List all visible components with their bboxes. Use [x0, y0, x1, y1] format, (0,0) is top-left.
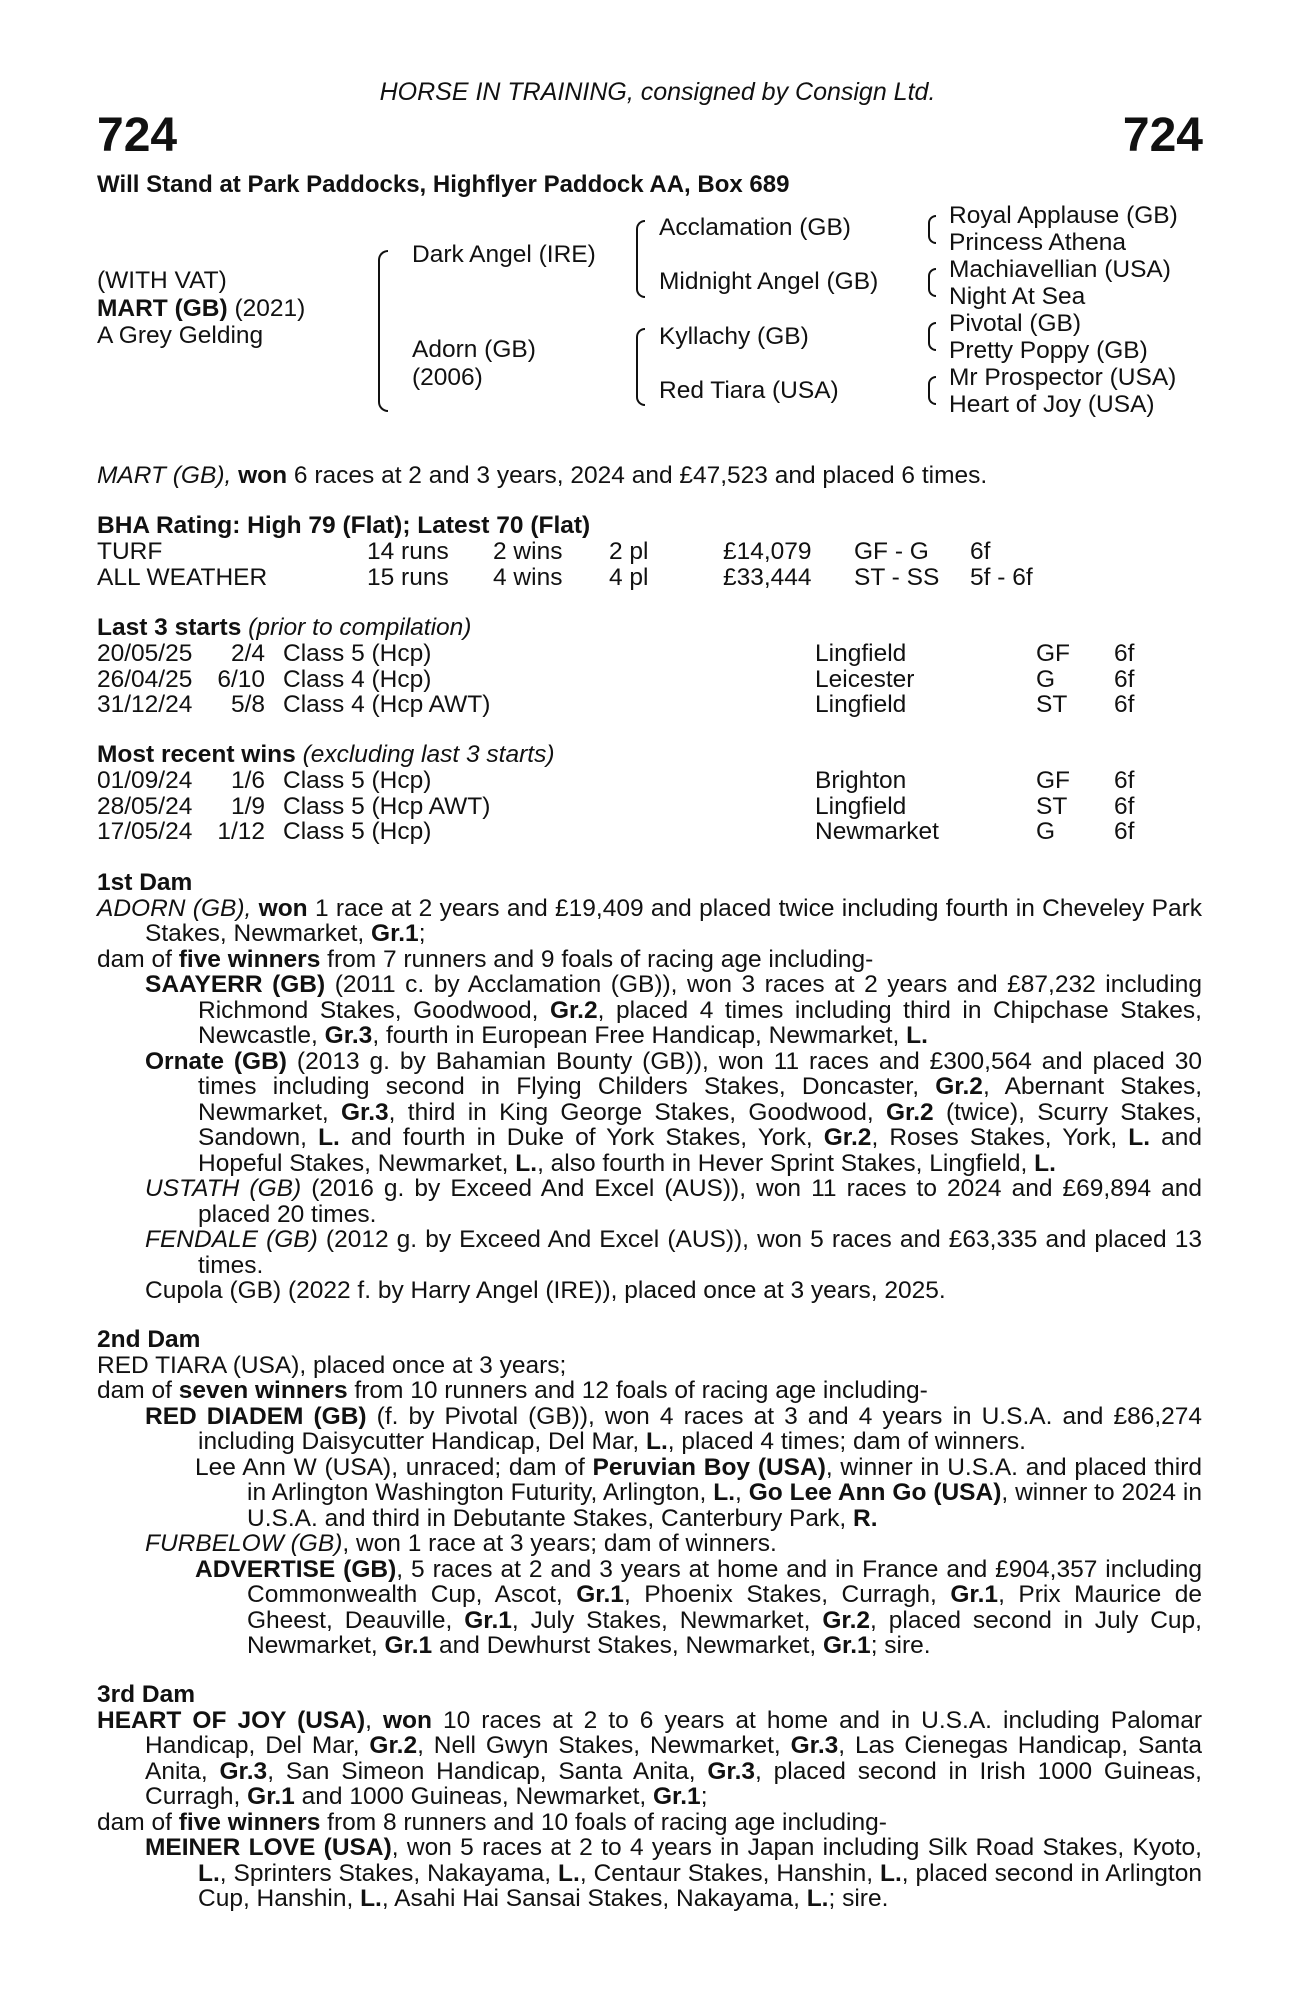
cell: 4 wins — [493, 563, 563, 591]
text: , San Simeon Handicap, Santa Anita, — [267, 1757, 708, 1785]
cell: Class 5 (Hcp) — [283, 767, 432, 794]
cell: Lingfield — [815, 640, 907, 667]
produce-name: FENDALE (GB) — [145, 1226, 318, 1253]
text: , Sprinters Stakes, Nakayama, — [219, 1859, 559, 1887]
text: , Nell Gwyn Stakes, Newmarket, — [417, 1732, 791, 1759]
text: , fourth in European Free Handicap, Newmarket, — [372, 1022, 907, 1049]
text: Lee Ann W (USA), unraced; dam of — [195, 1453, 593, 1481]
ped-dss: Pivotal (GB) — [949, 310, 1082, 337]
grade-label: L. — [360, 1885, 382, 1912]
pedigree-brace-sd — [928, 268, 936, 297]
first-dam-section — [97, 870, 1202, 1304]
race-summary — [97, 463, 987, 489]
grade-label: L. — [318, 1124, 340, 1151]
second-dam-produce-intro — [97, 1378, 1202, 1404]
won-word: won — [382, 1706, 432, 1734]
produce-lee-ann-w — [97, 1455, 1202, 1532]
cell: 28/05/24 — [97, 792, 193, 820]
text: , winner to 2024 in U.S.A. and third in Debutante Stakes, Canterbury Park, — [247, 1479, 1202, 1532]
grade-label: Gr.3 — [707, 1757, 756, 1785]
third-dam-section — [97, 1682, 1202, 1912]
grade-label: Gr.3 — [790, 1732, 839, 1759]
cell: 15 runs — [367, 563, 449, 591]
lot-number-right: 724 — [1122, 109, 1203, 162]
cell: 1/9 — [230, 792, 265, 820]
pedigree-brace-ss — [928, 215, 936, 244]
grade-label: Gr.2 — [549, 996, 598, 1024]
table-row — [97, 768, 1134, 794]
cell: Class 5 (Hcp AWT) — [283, 792, 491, 820]
produce-name: FURBELOW (GB) — [145, 1530, 343, 1557]
text: from 7 runners and 9 foals of racing age including- — [320, 945, 874, 973]
produce-name: RED DIADEM (GB) — [145, 1402, 367, 1430]
cell: Leicester — [815, 665, 915, 693]
consignment-header: HORSE IN TRAINING, consigned by Consign Ltd. — [379, 78, 936, 106]
dam-name: HEART OF JOY (USA) — [97, 1706, 366, 1734]
text: , placed second in July Cup, Newmarket, — [247, 1606, 1202, 1659]
text: (2012 g. by Exceed And Excel (AUS)), won 5 races and £63,335 and placed 13 times. — [198, 1226, 1202, 1279]
text: dam of — [97, 1808, 179, 1836]
grade-label: Gr.1 — [576, 1581, 624, 1608]
produce-saayerr — [97, 972, 1202, 1049]
stand-location: Will Stand at Park Paddocks, Highflyer Paddock AA, Box 689 — [97, 171, 790, 198]
cell: 6f — [1114, 665, 1135, 693]
second-dam-record: RED TIARA (USA), placed once at 3 years; — [97, 1351, 567, 1379]
cell: Lingfield — [815, 691, 907, 718]
grade-label: L. — [1128, 1124, 1151, 1151]
cell: 2/4 — [230, 640, 265, 667]
text: (2013 g. by Bahamian Bounty (GB)), won 11 races and £300,564 and placed 30 times including second in Flying Childers Stakes, Doncaster, — [198, 1047, 1202, 1100]
last-3-table — [97, 641, 1134, 718]
cell: Brighton — [815, 767, 907, 794]
grade-label: L. — [713, 1479, 736, 1506]
winners-count: five winners — [178, 945, 321, 973]
first-dam-title: 1st Dam — [97, 869, 193, 896]
grade-label: L. — [806, 1885, 829, 1912]
produce-name: MEINER LOVE (USA) — [145, 1834, 392, 1861]
produce-furbelow — [97, 1531, 1202, 1557]
grade-label: L. — [906, 1022, 928, 1049]
cell: 6f — [1114, 792, 1135, 820]
winners-count: seven winners — [178, 1377, 348, 1404]
recent-heading — [97, 742, 1134, 768]
third-dam-produce-intro — [97, 1810, 1202, 1836]
grade-label: Gr.3 — [324, 1022, 373, 1049]
text: dam of — [97, 945, 179, 973]
cell: 5f - 6f — [970, 563, 1033, 591]
text: ; sire. — [828, 1885, 889, 1912]
cell: 6f — [1114, 640, 1135, 667]
text: 10 races at 2 to 6 years at home and in U.S.A. including Palomar Handicap, Del Mar, — [145, 1706, 1202, 1759]
last-3-note: (prior to compilation) — [241, 614, 472, 641]
cell: 5/8 — [230, 691, 265, 718]
cell: ST — [1036, 792, 1068, 820]
ped-dam: Adorn (GB) — [412, 336, 536, 363]
text: , third in King George Stakes, Goodwood, — [388, 1098, 886, 1126]
grade-label: Gr.1 — [384, 1632, 433, 1659]
last-3-starts — [97, 615, 1134, 718]
grade-label: Gr.2 — [935, 1073, 983, 1100]
cell: 17/05/24 — [97, 818, 193, 845]
grade-label: L. — [880, 1859, 902, 1887]
text: and Dewhurst Stakes, Newmarket, — [432, 1632, 823, 1659]
grade-label: Gr.2 — [822, 1606, 871, 1634]
produce-meiner-love — [97, 1835, 1202, 1912]
grade-label: L. — [558, 1859, 580, 1887]
cell: 2 pl — [609, 538, 649, 565]
cell: TURF — [97, 538, 163, 565]
cell: 6f — [1114, 691, 1135, 718]
table-row — [97, 667, 1134, 693]
produce-ornate — [97, 1049, 1202, 1177]
cell: £33,444 — [723, 563, 812, 591]
text: , winner in U.S.A. and placed third in Arlington Washington Futurity, Arlington, — [247, 1453, 1203, 1506]
table-row — [97, 692, 1134, 718]
cell: £14,079 — [723, 538, 812, 565]
third-dam-title: 3rd Dam — [97, 1681, 196, 1708]
text: dam of — [97, 1377, 179, 1404]
horse-year: (2021) — [227, 295, 306, 322]
summary-won: won — [238, 462, 288, 489]
text: , placed 4 times including third in Chipchase Stakes, Newcastle, — [198, 996, 1202, 1049]
last-3-heading — [97, 615, 1134, 641]
produce-name: ADVERTISE (GB) — [195, 1555, 397, 1583]
grade-label: Gr.1 — [371, 920, 419, 947]
ratings-table — [97, 539, 1033, 590]
second-dam-section — [97, 1327, 1202, 1659]
text: (twice), Scurry Stakes, Sandown, — [198, 1098, 1202, 1151]
second-dam-title: 2nd Dam — [97, 1326, 201, 1353]
vat-note: (WITH VAT) — [97, 267, 227, 294]
cell: GF - G — [854, 538, 929, 565]
grade-label: Gr.2 — [823, 1124, 872, 1151]
cell: ALL WEATHER — [97, 563, 268, 591]
ratings-block — [97, 513, 1033, 590]
ped-dsd: Pretty Poppy (GB) — [949, 337, 1148, 364]
grade-label: Gr.1 — [464, 1606, 512, 1634]
horse-description: A Grey Gelding — [97, 322, 264, 349]
text: from 10 runners and 12 foals of racing age including- — [347, 1377, 928, 1404]
table-row — [97, 794, 1134, 820]
text: (2016 g. by Exceed And Excel (AUS)), won 11 races to 2024 and £69,894 and placed 20 times. — [198, 1175, 1203, 1228]
cell: 1/12 — [217, 818, 265, 845]
cell: Class 5 (Hcp) — [283, 818, 432, 845]
produce-name: USTATH (GB) — [145, 1175, 302, 1202]
horse-title — [97, 296, 305, 322]
grade-label: Gr.1 — [823, 1632, 871, 1659]
grade-label: Gr.1 — [653, 1783, 701, 1810]
cell: Class 4 (Hcp AWT) — [283, 691, 491, 718]
grade-label: R. — [853, 1504, 878, 1532]
text: , Las Cienegas Handicap, Santa Anita, — [145, 1732, 1202, 1785]
produce-cupola: Cupola (GB) (2022 f. by Harry Angel (IRE)), placed once at 3 years, 2025. — [145, 1277, 946, 1304]
text: ; sire. — [870, 1632, 931, 1659]
summary-rest: 6 races at 2 and 3 years, 2024 and £47,523 and placed 6 times. — [287, 462, 988, 489]
recent-table — [97, 768, 1134, 845]
text: , also fourth in Hever Sprint Stakes, Lingfield, — [537, 1149, 1035, 1177]
text: , placed 4 times; dam of winners. — [667, 1428, 1026, 1455]
table-row — [97, 565, 1033, 591]
ped-sire-dam: Midnight Angel (GB) — [659, 268, 879, 295]
produce-fendale — [97, 1227, 1202, 1278]
text: , Asahi Hai Sansai Stakes, Nakayama, — [381, 1885, 807, 1912]
produce-red-diadem — [97, 1404, 1202, 1455]
text: (2011 c. by Acclamation (GB)), won 3 races at 2 years and £87,232 including Richmond Stakes, Goodwood, — [198, 971, 1202, 1024]
cell: 14 runs — [367, 538, 449, 565]
text: , Phoenix Stakes, Curragh, — [623, 1581, 951, 1608]
ped-sdd: Night At Sea — [949, 283, 1086, 310]
cell: 1/6 — [230, 767, 265, 794]
grade-label: Gr.3 — [219, 1757, 268, 1785]
won-word: won — [258, 894, 308, 922]
text: from 8 runners and 10 foals of racing age including- — [320, 1808, 887, 1836]
pedigree-brace-main — [378, 250, 388, 412]
produce-name: Ornate (GB) — [145, 1047, 287, 1075]
cell: 6/10 — [217, 665, 265, 693]
table-row — [97, 641, 1134, 667]
text: , Abernant Stakes, Newmarket, — [198, 1073, 1203, 1126]
cell: 4 pl — [609, 563, 649, 591]
cell: ST — [1036, 691, 1068, 718]
grade-label: L. — [198, 1859, 220, 1887]
text: , placed second in Irish 1000 Guineas, Curragh, — [145, 1757, 1202, 1810]
horse-name: MART (GB) — [97, 295, 228, 322]
last-3-title: Last 3 starts — [97, 614, 242, 641]
produce-name: Go Lee Ann Go (USA) — [748, 1479, 1002, 1506]
cell: 26/04/25 — [97, 665, 193, 693]
produce-name: SAAYERR (GB) — [145, 971, 326, 998]
pedigree-brace-ds — [928, 322, 936, 351]
produce-advertise — [97, 1557, 1202, 1659]
grade-label: Gr.2 — [369, 1732, 418, 1759]
first-dam-record — [97, 896, 1202, 947]
grade-label: L. — [646, 1428, 668, 1455]
ped-sire-sire: Acclamation (GB) — [659, 214, 851, 241]
pedigree-brace-dam — [636, 328, 645, 406]
ped-sds: Machiavellian (USA) — [949, 256, 1171, 283]
cell: GF — [1036, 767, 1071, 794]
cell: ST - SS — [854, 563, 940, 591]
first-dam-produce-intro — [97, 947, 1202, 973]
cell: Class 5 (Hcp) — [283, 640, 432, 667]
cell: 6f — [1114, 818, 1135, 845]
ped-dds: Mr Prospector (USA) — [949, 364, 1177, 391]
text: , won 5 races at 2 to 4 years in Japan including Silk Road Stakes, Kyoto, — [391, 1834, 1202, 1861]
cell: 01/09/24 — [97, 767, 193, 794]
text: , placed second in Arlington Cup, Hanshin, — [198, 1859, 1202, 1912]
third-dam-record — [97, 1708, 1202, 1810]
grade-label: Gr.2 — [886, 1098, 934, 1126]
cell: G — [1036, 818, 1056, 845]
text: ; — [700, 1783, 708, 1810]
cell: 2 wins — [493, 538, 563, 565]
text: , 5 races at 2 and 3 years at home and in France and £904,357 including Commonwealth Cup, Ascot, — [247, 1555, 1203, 1608]
grade-label: Gr.1 — [247, 1783, 295, 1810]
text: , won 1 race at 3 years; dam of winners. — [342, 1530, 777, 1557]
text: 1 race at 2 years and £19,409 and placed twice including fourth in Cheveley Park Stakes, Newmarket, — [145, 894, 1202, 947]
text: and 1000 Guineas, Newmarket, — [294, 1783, 653, 1810]
lot-number-left: 724 — [97, 109, 178, 162]
ped-ssd: Princess Athena — [949, 229, 1127, 256]
grade-label: Gr.1 — [950, 1581, 999, 1608]
text: , July Stakes, Newmarket, — [511, 1606, 823, 1634]
pedigree-brace-sire — [636, 220, 645, 298]
cell: GF — [1036, 640, 1071, 667]
grade-label: L. — [515, 1149, 538, 1177]
summary-name: MART (GB), — [97, 462, 239, 489]
cell: Newmarket — [815, 818, 939, 845]
ped-dam-year: (2006) — [412, 364, 483, 391]
text: (f. by Pivotal (GB)), won 4 races at 3 and 4 years in U.S.A. and £86,274 including Daisycutter Handicap, Del Mar, — [198, 1402, 1202, 1455]
ped-sss: Royal Applause (GB) — [949, 202, 1178, 229]
winners-count: five winners — [178, 1808, 321, 1836]
table-row — [97, 819, 1134, 845]
table-row — [97, 539, 1033, 565]
cell: G — [1036, 665, 1056, 693]
cell: 20/05/25 — [97, 640, 193, 667]
bha-rating: BHA Rating: High 79 (Flat); Latest 70 (Flat) — [97, 512, 591, 539]
text: ; — [418, 920, 426, 947]
text: , — [365, 1706, 383, 1734]
grade-label: Gr.3 — [340, 1098, 389, 1126]
ped-dam-sire: Kyllachy (GB) — [659, 323, 809, 350]
ped-ddd: Heart of Joy (USA) — [949, 391, 1155, 418]
text: and Hopeful Stakes, Newmarket, — [198, 1124, 1202, 1177]
recent-title: Most recent wins — [97, 741, 296, 768]
cell: 6f — [970, 538, 991, 565]
cell: Class 4 (Hcp) — [283, 665, 432, 693]
text: , Centaur Stakes, Hanshin, — [579, 1859, 880, 1887]
produce-name: Peruvian Boy (USA) — [592, 1453, 826, 1481]
recent-note: (excluding last 3 starts) — [295, 741, 555, 768]
text: , Roses Stakes, York, — [871, 1124, 1129, 1151]
grade-label: L. — [1034, 1149, 1056, 1177]
dam-name: ADORN (GB), — [97, 894, 259, 922]
cell: 31/12/24 — [97, 691, 193, 718]
text: , Prix Maurice de Gheest, Deauville, — [247, 1581, 1203, 1634]
text: , — [735, 1479, 749, 1506]
most-recent-wins — [97, 742, 1134, 845]
pedigree-brace-dd — [928, 376, 936, 405]
cell: Lingfield — [815, 792, 907, 820]
ped-sire: Dark Angel (IRE) — [412, 241, 596, 268]
text: and fourth in Duke of York Stakes, York, — [339, 1124, 824, 1151]
ped-dam-dam: Red Tiara (USA) — [659, 377, 839, 404]
cell: 6f — [1114, 767, 1135, 794]
produce-ustath — [97, 1176, 1202, 1227]
